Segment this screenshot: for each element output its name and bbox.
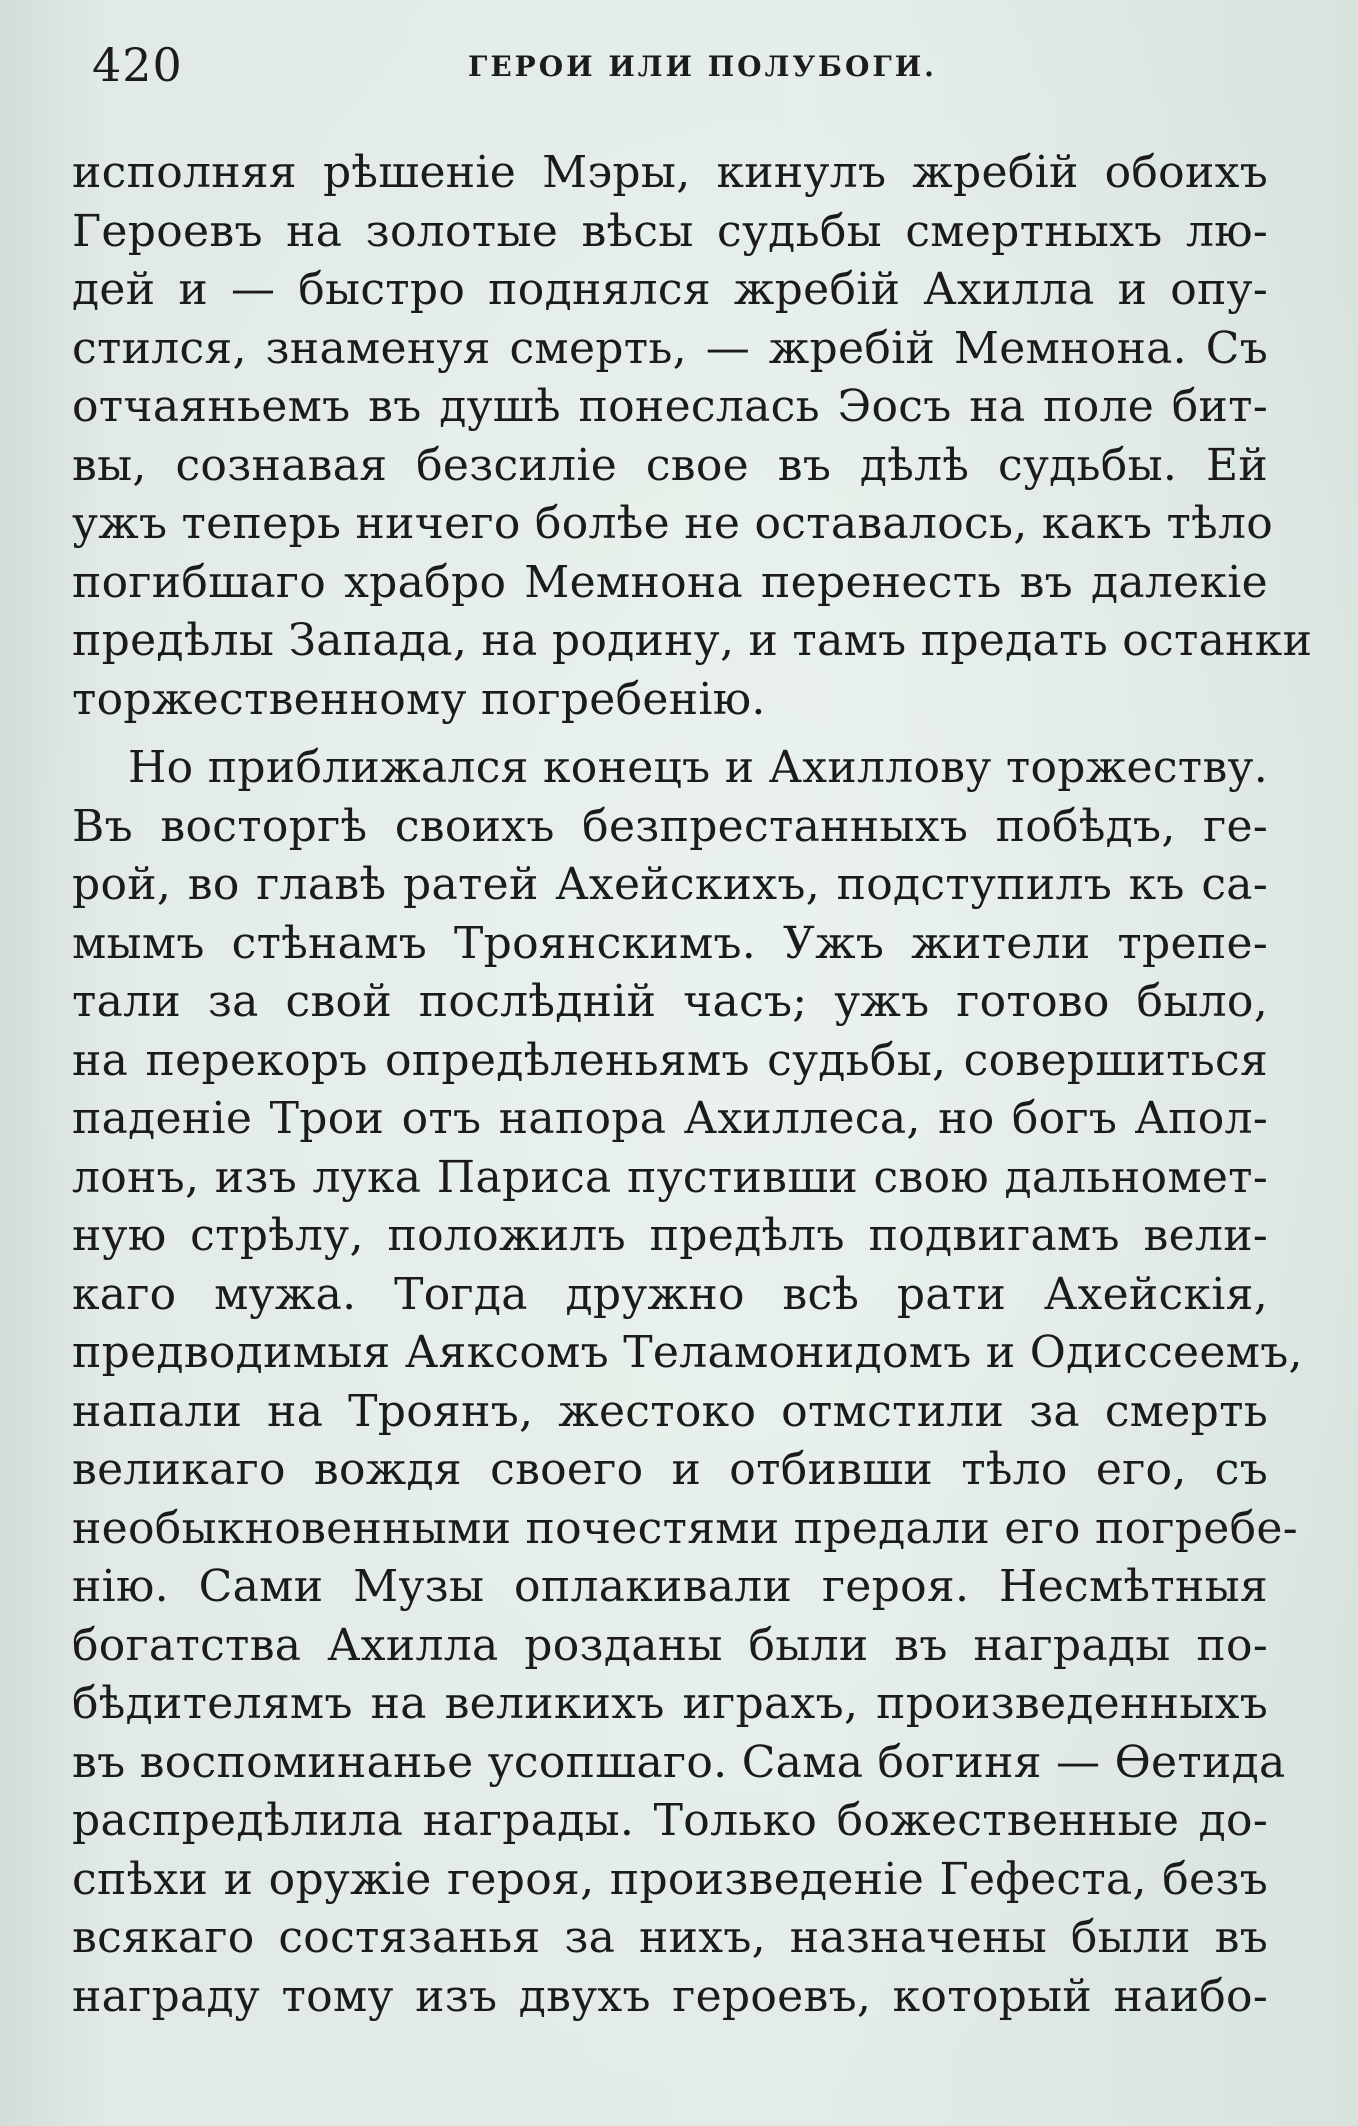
text-line: вы, сознавая безсиліе свое въ дѣлѣ судьбы. Ей [72,439,1268,491]
text-line: погибшаго храбро Мемнона перенесть въ далекіе [72,556,1268,608]
text-line: паденіе Трои отъ напора Ахиллеса, но богъ Апол- [72,1093,1268,1144]
page-header [92,38,1266,98]
running-head: ГЕРОИ ИЛИ ПОЛУБОГИ. [468,50,937,83]
text-line: лонъ, изъ лука Париса пустивши свою дальномет- [72,1151,1268,1203]
paragraph [72,144,1313,729]
text-line: напали на Троянъ, жестоко отмстили за смерть [72,1385,1268,1437]
text-line: Но приближался конецъ и Ахиллову торжеству. [128,742,1268,793]
text-line: нію. Сами Музы оплакивали героя. Несмѣтныя [72,1561,1268,1612]
text-line: на перекоръ опредѣленьямъ судьбы, совершиться [72,1034,1268,1086]
text-line: распредѣлила награды. Только божественные до- [72,1795,1268,1846]
text-line: предводимыя Аяксомъ Теламонидомъ и Одиссеемъ, [72,1327,1303,1378]
text-line: Въ восторгѣ своихъ безпрестанныхъ побѣдъ, ге- [72,800,1268,852]
text-line: въ воспоминанье усопшаго. Сама богиня — Ѳетида [72,1736,1286,1788]
text-line: награду тому изъ двухъ героевъ, который наибо- [72,1970,1268,2022]
text-line: спѣхи и оружіе героя, произведеніе Гефеста, безъ [72,1853,1268,1905]
text-line: бѣдителямъ на великихъ играхъ, произведенныхъ [72,1678,1268,1729]
text-line: отчаяньемъ въ душѣ понеслась Эосъ на поле бит- [72,381,1268,432]
text-line: Героевъ на золотые вѣсы судьбы смертныхъ лю- [72,205,1268,257]
text-line: ную стрѣлу, положилъ предѣлъ подвигамъ вели- [72,1210,1268,1261]
paragraph [72,739,1303,2026]
text-line: каго мужа. Тогда дружно всѣ рати Ахейскія, [72,1268,1268,1320]
text-line: всякаго состязанья за нихъ, назначены были въ [72,1912,1268,1963]
paragraph-gap [72,729,1268,739]
text-line: ужъ теперь ничего болѣе не оставалось, какъ тѣло [72,498,1274,549]
text-line: стился, знаменуя смерть, — жребій Мемнона. Съ [72,322,1268,374]
text-line: богатства Ахилла розданы были въ награды по- [72,1619,1268,1671]
text-line: тали за свой послѣдній часъ; ужъ готово было, [72,976,1268,1027]
text-line: торжественному погребенію. [72,673,766,725]
text-line: великаго вождя своего и отбивши тѣло его, съ [72,1444,1268,1495]
text-line: необыкновенными почестями предали его погребе- [72,1502,1298,1554]
text-line: исполняя рѣшеніе Мэры, кинулъ жребій обоихъ [72,147,1268,198]
text-line: дей и — быстро поднялся жребій Ахилла и опу- [72,264,1268,315]
text-line: мымъ стѣнамъ Троянскимъ. Ужъ жители трепе- [72,917,1268,969]
page-number: 420 [92,38,183,92]
text-line: рой, во главѣ ратей Ахейскихъ, подступилъ къ са- [72,859,1268,910]
body-text [72,144,1313,2026]
text-line: предѣлы Запада, на родину, и тамъ предать останки [72,615,1313,666]
